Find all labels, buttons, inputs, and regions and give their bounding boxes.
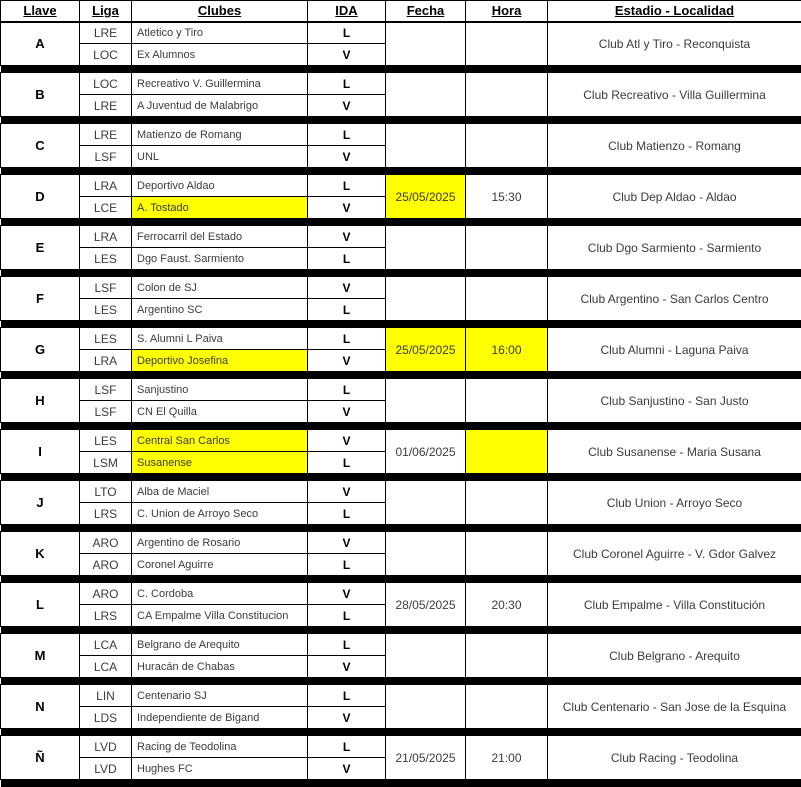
table-row: [1, 73, 801, 95]
liga-cell: LRE: [80, 95, 132, 117]
llave-cell: A: [1, 22, 80, 66]
group-separator: [1, 525, 801, 532]
ida-cell: L: [308, 379, 386, 401]
group-separator-bar: [1, 372, 801, 379]
fecha-cell: [386, 226, 466, 270]
ida-cell: V: [308, 656, 386, 678]
estadio-cell: Club Susanense - Maria Susana: [548, 430, 801, 474]
liga-cell: ARO: [80, 554, 132, 576]
club-cell: Huracán de Chabas: [132, 656, 308, 678]
estadio-cell: Club Union - Arroyo Seco: [548, 481, 801, 525]
ida-cell: V: [308, 758, 386, 780]
table-row: [1, 583, 801, 605]
group-separator: [1, 780, 801, 787]
ida-cell: V: [308, 583, 386, 605]
group-separator-bar: [1, 168, 801, 175]
group-separator: [1, 66, 801, 73]
group-separator: [1, 168, 801, 175]
estadio-cell: Club Dgo Sarmiento - Sarmiento: [548, 226, 801, 270]
club-cell: Independiente de Bigand: [132, 707, 308, 729]
table-row: [1, 226, 801, 248]
group-separator: [1, 729, 801, 736]
hora-cell: [466, 481, 548, 525]
table-row: [1, 736, 801, 758]
club-cell: Ex Alumnos: [132, 44, 308, 66]
hora-cell: [466, 226, 548, 270]
llave-cell: K: [1, 532, 80, 576]
club-cell: Colon de SJ: [132, 277, 308, 299]
group-separator-bar: [1, 321, 801, 328]
liga-cell: LDS: [80, 707, 132, 729]
liga-cell: LTO: [80, 481, 132, 503]
liga-cell: LCA: [80, 634, 132, 656]
llave-cell: N: [1, 685, 80, 729]
group-separator: [1, 270, 801, 277]
group-separator: [1, 678, 801, 685]
club-cell: C. Union de Arroyo Seco: [132, 503, 308, 525]
header-row: [1, 1, 801, 22]
estadio-cell: Club Empalme - Villa Constitución: [548, 583, 801, 627]
group-separator: [1, 219, 801, 226]
ida-cell: L: [308, 736, 386, 758]
group-separator: [1, 321, 801, 328]
estadio-cell: Club Sanjustino - San Justo: [548, 379, 801, 423]
fecha-cell: 25/05/2025: [386, 175, 466, 219]
liga-cell: LSF: [80, 146, 132, 168]
group-separator: [1, 576, 801, 583]
liga-cell: LRE: [80, 124, 132, 146]
liga-cell: LES: [80, 328, 132, 350]
llave-cell: D: [1, 175, 80, 219]
liga-cell: LES: [80, 430, 132, 452]
liga-cell: LOC: [80, 73, 132, 95]
club-cell: Susanense: [132, 452, 308, 474]
ida-cell: L: [308, 299, 386, 321]
group-separator-bar: [1, 780, 801, 787]
hora-cell: [466, 124, 548, 168]
fecha-cell: [386, 685, 466, 729]
ida-cell: V: [308, 277, 386, 299]
liga-cell: LRA: [80, 175, 132, 197]
ida-cell: L: [308, 248, 386, 270]
group-separator: [1, 474, 801, 481]
club-cell: CA Empalme Villa Constitucion: [132, 605, 308, 627]
llave-cell: B: [1, 73, 80, 117]
club-cell: Dgo Faust. Sarmiento: [132, 248, 308, 270]
group-separator-bar: [1, 474, 801, 481]
club-cell: Matienzo de Romang: [132, 124, 308, 146]
estadio-cell: Club Atl y Tiro - Reconquista: [548, 22, 801, 66]
table-row: [1, 124, 801, 146]
hora-cell: [466, 685, 548, 729]
column-header-liga: Liga: [80, 1, 132, 22]
hora-cell: 21:00: [466, 736, 548, 780]
club-cell: Atletico y Tiro: [132, 22, 308, 44]
estadio-cell: Club Racing - Teodolina: [548, 736, 801, 780]
group-separator-bar: [1, 117, 801, 124]
hora-cell: 16:00: [466, 328, 548, 372]
column-header-ida: IDA: [308, 1, 386, 22]
liga-cell: ARO: [80, 583, 132, 605]
table-row: [1, 328, 801, 350]
ida-cell: V: [308, 197, 386, 219]
table-row: [1, 175, 801, 197]
ida-cell: V: [308, 532, 386, 554]
group-separator-bar: [1, 525, 801, 532]
group-separator-bar: [1, 729, 801, 736]
fecha-cell: 21/05/2025: [386, 736, 466, 780]
liga-cell: LVD: [80, 736, 132, 758]
club-cell: Deportivo Aldao: [132, 175, 308, 197]
ida-cell: V: [308, 481, 386, 503]
club-cell: Recreativo V. Guillermina: [132, 73, 308, 95]
llave-cell: G: [1, 328, 80, 372]
ida-cell: L: [308, 452, 386, 474]
ida-cell: V: [308, 401, 386, 423]
club-cell: Hughes FC: [132, 758, 308, 780]
estadio-cell: Club Alumni - Laguna Paiva: [548, 328, 801, 372]
club-cell: Centenario SJ: [132, 685, 308, 707]
fecha-cell: 28/05/2025: [386, 583, 466, 627]
liga-cell: LES: [80, 299, 132, 321]
fecha-cell: [386, 124, 466, 168]
estadio-cell: Club Coronel Aguirre - V. Gdor Galvez: [548, 532, 801, 576]
table-row: [1, 22, 801, 44]
table-row: [1, 277, 801, 299]
hora-cell: [466, 634, 548, 678]
club-cell: CN El Quilla: [132, 401, 308, 423]
column-header-clubes: Clubes: [132, 1, 308, 22]
fixtures-tbody: [1, 22, 801, 787]
ida-cell: V: [308, 95, 386, 117]
table-row: [1, 379, 801, 401]
ida-cell: L: [308, 634, 386, 656]
club-cell: Deportivo Josefina: [132, 350, 308, 372]
estadio-cell: Club Belgrano - Arequito: [548, 634, 801, 678]
ida-cell: L: [308, 124, 386, 146]
hora-cell: [466, 22, 548, 66]
fecha-cell: [386, 22, 466, 66]
fecha-cell: [386, 634, 466, 678]
club-cell: UNL: [132, 146, 308, 168]
club-cell: Belgrano de Arequito: [132, 634, 308, 656]
column-header-hora: Hora: [466, 1, 548, 22]
liga-cell: LRE: [80, 22, 132, 44]
group-separator-bar: [1, 423, 801, 430]
fecha-cell: 25/05/2025: [386, 328, 466, 372]
group-separator: [1, 423, 801, 430]
liga-cell: ARO: [80, 532, 132, 554]
fecha-cell: 01/06/2025: [386, 430, 466, 474]
club-cell: Ferrocarril del Estado: [132, 226, 308, 248]
estadio-cell: Club Argentino - San Carlos Centro: [548, 277, 801, 321]
club-cell: S. Alumni L Paiva: [132, 328, 308, 350]
hora-cell: [466, 430, 548, 474]
llave-cell: I: [1, 430, 80, 474]
liga-cell: LVD: [80, 758, 132, 780]
table-row: [1, 634, 801, 656]
table-row: [1, 685, 801, 707]
group-separator: [1, 372, 801, 379]
club-cell: Coronel Aguirre: [132, 554, 308, 576]
ida-cell: L: [308, 175, 386, 197]
group-separator-bar: [1, 219, 801, 226]
llave-cell: J: [1, 481, 80, 525]
club-cell: Racing de Teodolina: [132, 736, 308, 758]
ida-cell: V: [308, 350, 386, 372]
llave-cell: C: [1, 124, 80, 168]
fecha-cell: [386, 277, 466, 321]
liga-cell: LRS: [80, 503, 132, 525]
ida-cell: V: [308, 226, 386, 248]
group-separator-bar: [1, 678, 801, 685]
liga-cell: LSF: [80, 277, 132, 299]
estadio-cell: Club Recreativo - Villa Guillermina: [548, 73, 801, 117]
llave-cell: F: [1, 277, 80, 321]
liga-cell: LSF: [80, 379, 132, 401]
column-header-estadio: Estadio - Localidad: [548, 1, 801, 22]
liga-cell: LRA: [80, 226, 132, 248]
ida-cell: L: [308, 554, 386, 576]
ida-cell: L: [308, 503, 386, 525]
table-header: [1, 1, 801, 22]
hora-cell: 20:30: [466, 583, 548, 627]
hora-cell: 15:30: [466, 175, 548, 219]
group-separator: [1, 627, 801, 634]
ida-cell: L: [308, 685, 386, 707]
liga-cell: LES: [80, 248, 132, 270]
estadio-cell: Club Centenario - San Jose de la Esquina: [548, 685, 801, 729]
ida-cell: V: [308, 707, 386, 729]
table-row: [1, 532, 801, 554]
liga-cell: LCE: [80, 197, 132, 219]
ida-cell: L: [308, 605, 386, 627]
hora-cell: [466, 73, 548, 117]
group-separator: [1, 117, 801, 124]
club-cell: Sanjustino: [132, 379, 308, 401]
hora-cell: [466, 379, 548, 423]
liga-cell: LCA: [80, 656, 132, 678]
llave-cell: L: [1, 583, 80, 627]
ida-cell: V: [308, 44, 386, 66]
llave-cell: M: [1, 634, 80, 678]
ida-cell: V: [308, 430, 386, 452]
hora-cell: [466, 532, 548, 576]
club-cell: Central San Carlos: [132, 430, 308, 452]
group-separator-bar: [1, 270, 801, 277]
liga-cell: LOC: [80, 44, 132, 66]
fecha-cell: [386, 379, 466, 423]
estadio-cell: Club Matienzo - Romang: [548, 124, 801, 168]
liga-cell: LRA: [80, 350, 132, 372]
ida-cell: L: [308, 22, 386, 44]
club-cell: Alba de Maciel: [132, 481, 308, 503]
column-header-fecha: Fecha: [386, 1, 466, 22]
liga-cell: LSM: [80, 452, 132, 474]
hora-cell: [466, 277, 548, 321]
fecha-cell: [386, 532, 466, 576]
ida-cell: L: [308, 328, 386, 350]
column-header-llave: Llave: [1, 1, 80, 22]
club-cell: Argentino de Rosario: [132, 532, 308, 554]
club-cell: C. Cordoba: [132, 583, 308, 605]
liga-cell: LIN: [80, 685, 132, 707]
group-separator-bar: [1, 627, 801, 634]
group-separator-bar: [1, 66, 801, 73]
liga-cell: LSF: [80, 401, 132, 423]
llave-cell: Ñ: [1, 736, 80, 780]
club-cell: A Juventud de Malabrigo: [132, 95, 308, 117]
fecha-cell: [386, 481, 466, 525]
ida-cell: V: [308, 146, 386, 168]
table-row: [1, 430, 801, 452]
estadio-cell: Club Dep Aldao - Aldao: [548, 175, 801, 219]
liga-cell: LRS: [80, 605, 132, 627]
llave-cell: E: [1, 226, 80, 270]
llave-cell: H: [1, 379, 80, 423]
club-cell: Argentino SC: [132, 299, 308, 321]
group-separator-bar: [1, 576, 801, 583]
club-cell: A. Tostado: [132, 197, 308, 219]
table-row: [1, 481, 801, 503]
ida-cell: L: [308, 73, 386, 95]
fecha-cell: [386, 73, 466, 117]
